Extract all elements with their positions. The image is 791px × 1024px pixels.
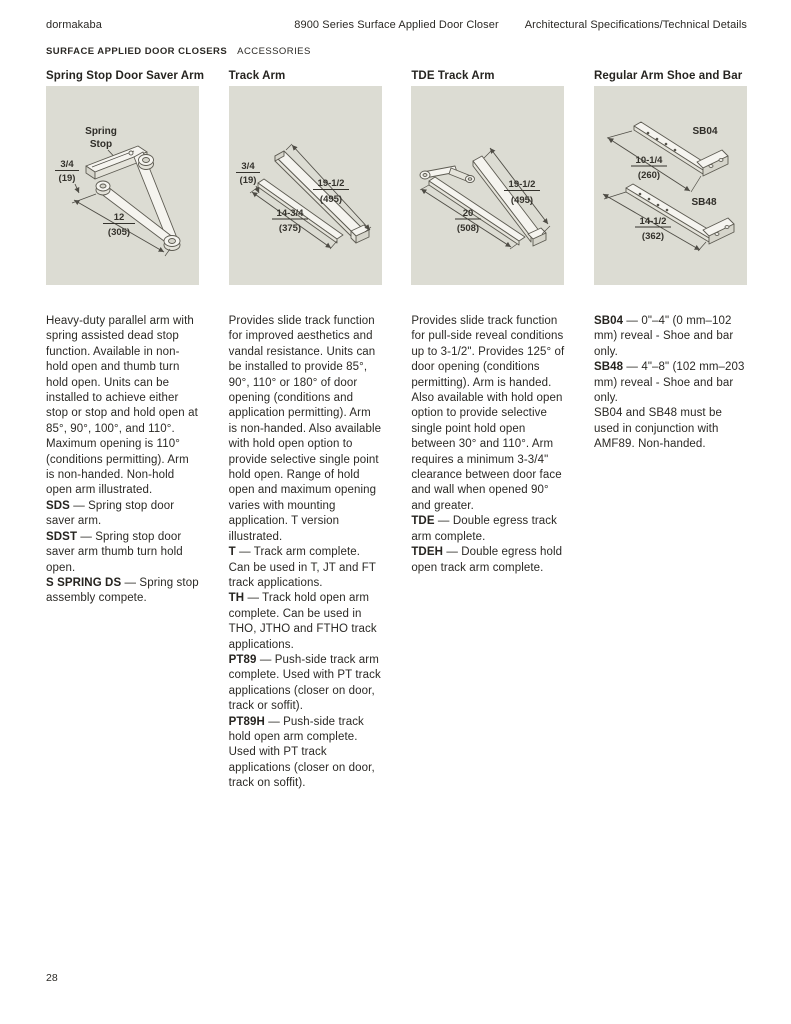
brand-logo-text: dormakaba [46, 19, 102, 31]
model-code: TDEH [411, 546, 444, 559]
subheader-secondary-label: ACCESSORIES [237, 46, 311, 57]
model-entry: S SPRING DS — Spring stop assembly compete. [46, 576, 199, 605]
page-number: 28 [46, 972, 58, 984]
part-label-sb48: SB48 [691, 197, 717, 208]
column-title: Track Arm [228, 70, 286, 82]
column-title: Spring Stop Door Saver Arm [46, 70, 205, 82]
part-label-sb04: SB04 [692, 126, 718, 137]
svg-text:3/4: 3/4 [241, 161, 255, 172]
column-regular-arm-shoe-and-bar [594, 70, 747, 792]
description-paragraph: Provides slide track function for pull-side reveal conditions up to 3-1/2". Provides 125° of door opening (conditions permitting). Arm is handed. Also available with hold open option to provide selective single point hold open between 30° and 110°. Arm requires a minimum 3-3/4" clearance between door face and wall when opened 90° and greater. [411, 315, 565, 512]
svg-text:(375): (375) [278, 223, 301, 234]
description-paragraph: Heavy-duty parallel arm with spring assisted dead stop function. Available in non-hold open and thumb turn hold open. Units can be installed to achieve either stop or stop and hold open at 85°, 90°, 100°, and 110°. Maximum opening is 110° (conditions permitting). Arm is non-handed. Non-hold open arm illustrated. [46, 315, 198, 497]
spring-stop-callout: Spring [85, 126, 117, 137]
svg-text:14-3/4: 14-3/4 [276, 208, 304, 219]
column-track-arm [229, 70, 382, 792]
description-paragraph: SB04 and SB48 must be used in conjunction with AMF89. Non-handed. [593, 407, 723, 451]
subheader [46, 46, 747, 57]
svg-text:3/4: 3/4 [60, 159, 74, 170]
columns-container [46, 70, 747, 792]
svg-text:20: 20 [463, 208, 474, 219]
tde-track-arm-diagram [411, 86, 564, 285]
section-title: Architectural Specifications/Technical Details [524, 19, 747, 31]
model-entry: T — Track arm complete. Can be used in T, JT and FT track applications. [228, 546, 376, 589]
model-code: PT89H [228, 715, 265, 728]
column-title: TDE Track Arm [411, 70, 495, 82]
spring-stop-door-saver-arm-diagram [46, 86, 199, 285]
model-entry: PT89H — Push-side track hold open arm complete. Used with PT track applications (closer on door, track on soffit). [228, 715, 375, 790]
model-entry: TDE — Double egress track arm complete. [411, 515, 557, 543]
model-code: SB04 [593, 315, 624, 327]
model-code: PT89 [228, 653, 257, 666]
svg-text:(260): (260) [637, 170, 661, 181]
model-code: S SPRING DS [46, 576, 122, 589]
document-title: 8900 Series Surface Applied Door Closer [294, 19, 499, 31]
svg-text:19-1/2: 19-1/2 [317, 178, 345, 189]
svg-text:14-1/2: 14-1/2 [639, 216, 667, 227]
subheader-primary-label: SURFACE APPLIED DOOR CLOSERS [46, 46, 228, 57]
svg-text:(495): (495) [511, 195, 534, 206]
model-code: T [228, 546, 236, 559]
column-spring-stop-door-saver-arm [46, 70, 205, 792]
column-description [229, 314, 382, 792]
model-code: TH [228, 592, 245, 605]
svg-text:(508): (508) [457, 223, 480, 234]
model-entry: TDEH — Double egress hold open track arm complete. [411, 546, 563, 574]
svg-text:(362): (362) [641, 231, 665, 242]
model-code: SB48 [593, 361, 624, 374]
svg-text:12: 12 [113, 212, 125, 223]
column-description [46, 314, 199, 607]
column-description [594, 314, 747, 453]
svg-text:(19): (19) [58, 173, 76, 184]
svg-text:Stop: Stop [89, 139, 113, 150]
model-entry: SDS — Spring stop door saver arm. [46, 499, 175, 528]
svg-text:19-1/2: 19-1/2 [508, 179, 536, 190]
model-entry: SB04 — 0"–4" (0 mm–102 mm) reveal - Shoe and bar only. [593, 315, 734, 358]
svg-text:(19): (19) [239, 175, 257, 186]
column-tde-track-arm [411, 70, 564, 792]
svg-text:10-1/4: 10-1/4 [635, 155, 663, 166]
model-entry: TH — Track hold open arm complete. Can be used in THO, JTHO and FTHO track applications. [228, 592, 377, 651]
description-paragraph: Provides slide track function for improved aesthetics and vandal resistance. Units can be installed to provide 85°, 90°, 110° or 180° of door opening (conditions and application permitting). Arm is non-handed. Also available with hold open option to provide selective single point hold open. Range of hold open and maximum opening varies with mounting application. T version illustrated. [228, 315, 382, 543]
svg-text:(495): (495) [319, 194, 342, 205]
model-code: SDST [46, 530, 78, 543]
regular-arm-shoe-and-bar-diagram [594, 86, 747, 285]
model-code: TDE [411, 515, 435, 528]
model-code: SDS [46, 499, 70, 512]
model-entry: PT89 — Push-side track arm complete. Used with PT track applications (closer on door, track or soffit). [228, 653, 381, 713]
model-entry: SDST — Spring stop door saver arm thumb turn hold open. [46, 530, 183, 574]
column-description [411, 314, 564, 576]
track-arm-diagram [229, 86, 382, 285]
svg-text:(305): (305) [107, 227, 131, 238]
model-entry: SB48 — 4"–8" (102 mm–203 mm) reveal - Shoe and bar only. [593, 361, 745, 405]
page-header [0, 0, 791, 31]
column-title: Regular Arm Shoe and Bar [593, 70, 743, 82]
